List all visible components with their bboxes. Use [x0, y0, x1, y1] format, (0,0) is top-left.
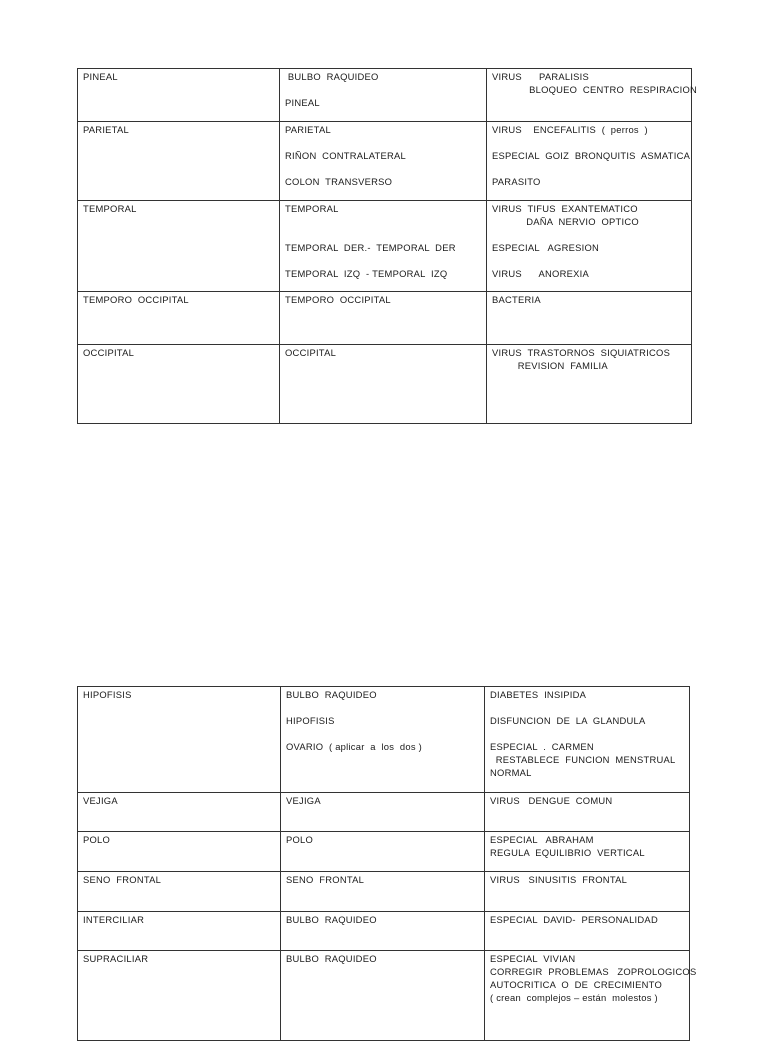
cell-line: VEJIGA [286, 795, 321, 806]
cell-line: CORREGIR PROBLEMAS ZOPROLOGICOS [490, 966, 697, 977]
cell-line: ESPECIAL . CARMEN [490, 741, 594, 752]
organ-cell [281, 687, 485, 793]
cell-line [490, 727, 684, 740]
organ-cell [281, 832, 485, 872]
cell-line [490, 701, 684, 714]
cell-line: RIÑON CONTRALATERAL [285, 150, 406, 161]
cell-line: BLOQUEO CENTRO RESPIRACION [492, 84, 698, 95]
organ-cell [281, 793, 485, 832]
organ-cell [281, 912, 485, 951]
cell-line: TEMPORO OCCIPITAL [83, 294, 189, 305]
cell-line: TEMPORAL [285, 203, 339, 214]
cell-line [285, 254, 481, 267]
table-row [78, 201, 692, 292]
table-row [78, 951, 690, 1041]
cell-line [492, 136, 686, 149]
treatment-table-2 [77, 686, 697, 1041]
pathogen-cell [485, 832, 690, 872]
cell-line: REVISION FAMILIA [492, 360, 608, 371]
organ-cell [281, 872, 485, 912]
cell-line: ESPECIAL GOIZ BRONQUITIS ASMATICA [492, 150, 691, 161]
cell-line: REGULA EQUILIBRIO VERTICAL [490, 847, 645, 858]
pathogen-cell [485, 951, 697, 1041]
zone-cell [78, 872, 281, 912]
pathogen-cell [487, 292, 692, 345]
pathogen-cell [485, 687, 690, 793]
organ-cell [280, 292, 487, 345]
cell-line: INTERCILIAR [83, 914, 145, 925]
cell-line: VIRUS TIFUS EXANTEMATICO [492, 203, 638, 214]
table-row [78, 872, 690, 912]
organ-cell [280, 69, 487, 122]
pathogen-cell [485, 912, 690, 951]
table-row [78, 345, 692, 424]
cell-line: ( crean complejos – están molestos ) [490, 992, 658, 1003]
table-row [78, 912, 690, 951]
cell-line: ESPECIAL DAVID- PERSONALIDAD [490, 914, 658, 925]
cell-line: OVARIO ( aplicar a los dos ) [286, 741, 422, 752]
organ-cell [280, 201, 487, 292]
cell-line: TEMPORAL IZQ - TEMPORAL IZQ [285, 268, 448, 279]
cell-line: VIRUS PARALISIS [492, 71, 590, 82]
cell-line: PARASITO [492, 176, 541, 187]
cell-line [286, 701, 479, 714]
cell-line: DISFUNCION DE LA GLANDULA [490, 715, 646, 726]
cell-line [285, 162, 481, 175]
cell-line: VIRUS ENCEFALITIS ( perros ) [492, 124, 648, 135]
cell-line: SENO FRONTAL [286, 874, 365, 885]
organ-cell [281, 951, 485, 1041]
zone-cell [78, 69, 280, 122]
zone-cell [78, 201, 280, 292]
cell-line: POLO [83, 834, 111, 845]
cell-line: TEMPORO OCCIPITAL [285, 294, 391, 305]
organ-cell [280, 122, 487, 201]
cell-line: DIABETES INSIPIDA [490, 689, 587, 700]
zone-cell [78, 793, 281, 832]
zone-cell [78, 292, 280, 345]
cell-line: PARIETAL [83, 124, 129, 135]
cell-line [285, 83, 481, 96]
cell-line [285, 228, 481, 241]
pathogen-cell [485, 793, 690, 832]
table-row [78, 793, 690, 832]
cell-line: DAÑA NERVIO OPTICO [492, 216, 639, 227]
cell-line: PINEAL [285, 97, 320, 108]
cell-line [492, 228, 686, 241]
table-row [78, 69, 692, 122]
treatment-table-1 [77, 68, 698, 424]
cell-line: ESPECIAL VIVIAN [490, 953, 576, 964]
pathogen-cell [487, 345, 692, 424]
zone-cell [78, 912, 281, 951]
table-row [78, 832, 690, 872]
cell-line [492, 254, 686, 267]
cell-line: BULBO RAQUIDEO [285, 71, 379, 82]
table-row [78, 687, 690, 793]
cell-line: BULBO RAQUIDEO [286, 914, 377, 925]
cell-line [285, 136, 481, 149]
cell-line: PINEAL [83, 71, 118, 82]
zone-cell [78, 687, 281, 793]
cell-line: NORMAL [490, 767, 532, 778]
cell-line: BULBO RAQUIDEO [286, 689, 377, 700]
pathogen-cell [485, 872, 690, 912]
zone-cell [78, 832, 281, 872]
cell-line: BACTERIA [492, 294, 541, 305]
cell-line [492, 162, 686, 175]
cell-line: ESPECIAL ABRAHAM [490, 834, 594, 845]
cell-line: VIRUS DENGUE COMUN [490, 795, 613, 806]
cell-line: SENO FRONTAL [83, 874, 162, 885]
cell-line: OCCIPITAL [285, 347, 337, 358]
zone-cell [78, 345, 280, 424]
cell-line: HIPOFISIS [83, 689, 132, 700]
cell-line: ESPECIAL AGRESION [492, 242, 600, 253]
zone-cell [78, 122, 280, 201]
pathogen-cell [487, 201, 692, 292]
cell-line: COLON TRANSVERSO [285, 176, 393, 187]
cell-line [286, 727, 479, 740]
cell-line: PARIETAL [285, 124, 331, 135]
cell-line: AUTOCRITICA O DE CRECIMIENTO [490, 979, 663, 990]
pathogen-cell [487, 69, 698, 122]
cell-line: BULBO RAQUIDEO [286, 953, 377, 964]
table-row [78, 122, 692, 201]
cell-line: RESTABLECE FUNCION MENSTRUAL [490, 754, 676, 765]
cell-line: TEMPORAL DER.- TEMPORAL DER [285, 242, 456, 253]
cell-line: POLO [286, 834, 314, 845]
cell-line: TEMPORAL [83, 203, 137, 214]
cell-line: HIPOFISIS [286, 715, 335, 726]
cell-line: SUPRACILIAR [83, 953, 149, 964]
pathogen-cell [487, 122, 692, 201]
cell-line: VIRUS TRASTORNOS SIQUIATRICOS [492, 347, 671, 358]
cell-line: VIRUS SINUSITIS FRONTAL [490, 874, 628, 885]
organ-cell [280, 345, 487, 424]
cell-line: VEJIGA [83, 795, 118, 806]
cell-line [285, 215, 481, 228]
cell-line: OCCIPITAL [83, 347, 135, 358]
cell-line: VIRUS ANOREXIA [492, 268, 589, 279]
zone-cell [78, 951, 281, 1041]
table-row [78, 292, 692, 345]
